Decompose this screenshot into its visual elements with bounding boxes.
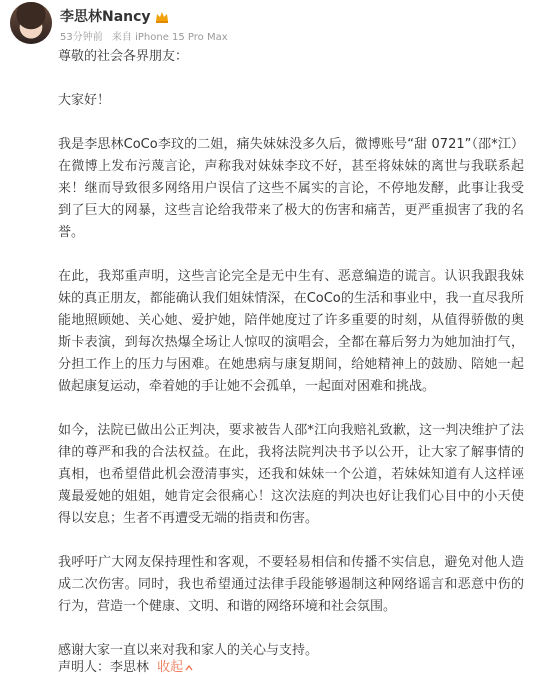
- user-name[interactable]: [60, 6, 169, 26]
- avatar[interactable]: [10, 2, 52, 44]
- signature-line: [58, 656, 193, 675]
- crown-icon: [155, 11, 169, 23]
- paragraph-1: 我是李思林CoCo李玟的二姐，痛失妹妹没多久后，微博账号“甜 0721”（邵*江）在微博上发布污蔑言论，声称我对妹妹李玟不好，甚至将妹妹的离世与我联系起来！继而导致很多网络用户误信了这些不属实的言论，不停地发酵，此事让我受到了巨大的网暴，这些言论给我带来了极大的伤害和痛苦，更严重损害了我的名誉。: [58, 137, 524, 240]
- salutation: 尊敬的社会各界朋友：: [58, 49, 189, 64]
- post-body: [58, 46, 524, 684]
- paragraph-3: 如今，法院已做出公正判决，要求被告人邵*江向我赔礼致歉，这一判决维护了法律的尊严和我的合法权益。在此，我将法院判决书予以公开，让大家了解事情的真相，也希望借此机会澄清事实，还我和妹妹一个公道，若妹妹知道有人这样诬蔑最爱她的姐姐，她肯定会很痛心！这次法庭的判决也好让我们心目中的小天使得以安息；生者不再遭受无端的指责和伤害。: [58, 423, 524, 526]
- post-meta: [60, 28, 234, 43]
- user-name-text[interactable]: 李思林Nancy: [60, 9, 151, 25]
- paragraph-5: 感谢大家一直以来对我和家人的关心与支持。: [58, 643, 319, 658]
- paragraph-4: 我呼吁广大网友保持理性和客观，不要轻易相信和传播不实信息，避免对他人造成二次伤害。同时，我也希望通过法律手段能够遏制这种网络谣言和恶意中伤的行为，营造一个健康、文明、和谐的网络环境和社会氛围。: [58, 555, 524, 614]
- greeting: 大家好！: [58, 93, 111, 108]
- paragraph-2: 在此，我郑重声明，这些言论完全是无中生有、恶意编造的谎言。认识我跟我妹妹的真正朋友，都能确认我们姐妹情深，在CoCo的生活和事业中，我一直尽我所能地照顾她、关心她、爱护她，陪伴她度过了许多重要的时刻，从值得骄傲的奥斯卡表演，到每次热爆全场让人惊叹的演唱会，全都在幕后努力为她加油打气，分担工作上的压力与困难。在她患病与康复期间，给她精神上的鼓励、陪她一起做起康复运动，牵着她的手让她不会孤单，一起面对困难和挑战。: [58, 269, 524, 394]
- post-source: 来自 iPhone 15 Pro Max: [111, 32, 228, 43]
- post-header: [10, 2, 530, 46]
- signature-text: 声明人：李思林: [58, 660, 150, 675]
- chevron-up-icon[interactable]: [185, 664, 193, 672]
- avatar-image: [10, 2, 52, 44]
- collapse-label[interactable]: 收起: [157, 660, 184, 675]
- post-time[interactable]: 53分钟前: [60, 32, 103, 43]
- collapse-button[interactable]: [157, 660, 193, 675]
